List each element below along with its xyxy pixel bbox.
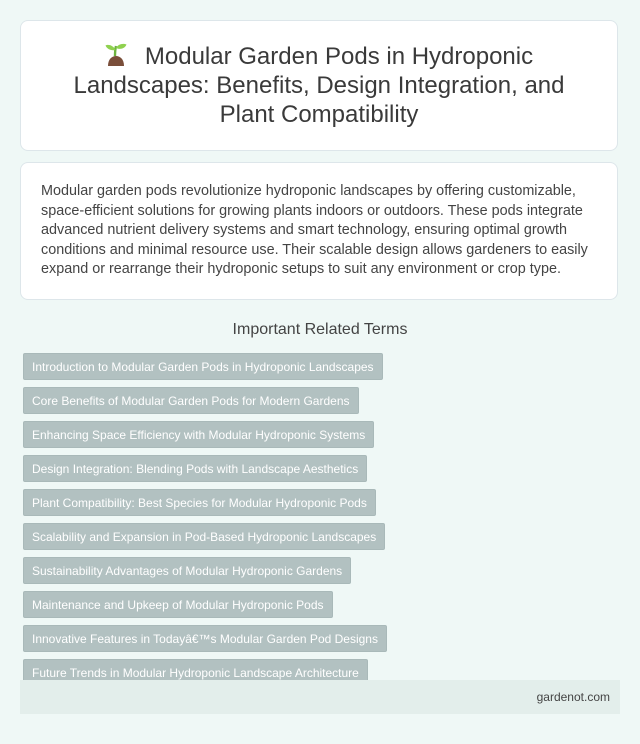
related-term-tag[interactable]: Future Trends in Modular Hydroponic Landscape Architecture [23,659,368,686]
related-term-tag[interactable]: Core Benefits of Modular Garden Pods for Modern Gardens [23,387,359,414]
intro-card [20,162,618,300]
page-title [21,42,617,129]
page-title-text: Modular Garden Pods in Hydroponic Landscapes: Benefits, Design Integration, and Plant Compatibility [73,43,565,128]
related-term-tag[interactable]: Design Integration: Blending Pods with Landscape Aesthetics [23,455,367,482]
related-term-tag[interactable]: Plant Compatibility: Best Species for Modular Hydroponic Pods [23,489,376,516]
related-terms-heading: Important Related Terms [232,321,408,338]
related-term-tag[interactable]: Enhancing Space Efficiency with Modular Hydroponic Systems [23,421,374,448]
title-card [20,20,618,151]
intro-paragraph: Modular garden pods revolutionize hydroponic landscapes by offering customizable, space-efficient solutions for growing plants indoors or outdoors. These pods integrate advanced nutrient delivery systems and smart technology, ensuring optimal growth conditions and minimal resource use. Their scalable design allows gardeners to easily expand or rearrange their hydroponic setups to suit any environment or crop type. [41,183,588,278]
related-term-tag[interactable]: Introduction to Modular Garden Pods in Hydroponic Landscapes [23,353,383,380]
related-term-tag[interactable]: Innovative Features in Todayâ€™s Modular Garden Pod Designs [23,625,387,652]
seedling-icon [105,42,127,66]
related-terms-list [23,353,387,686]
related-term-tag[interactable]: Sustainability Advantages of Modular Hydroponic Gardens [23,557,351,584]
footer [20,680,620,714]
site-link[interactable]: gardenot.com [536,690,610,704]
related-term-tag[interactable]: Maintenance and Upkeep of Modular Hydroponic Pods [23,591,333,618]
related-term-tag[interactable]: Scalability and Expansion in Pod-Based Hydroponic Landscapes [23,523,385,550]
